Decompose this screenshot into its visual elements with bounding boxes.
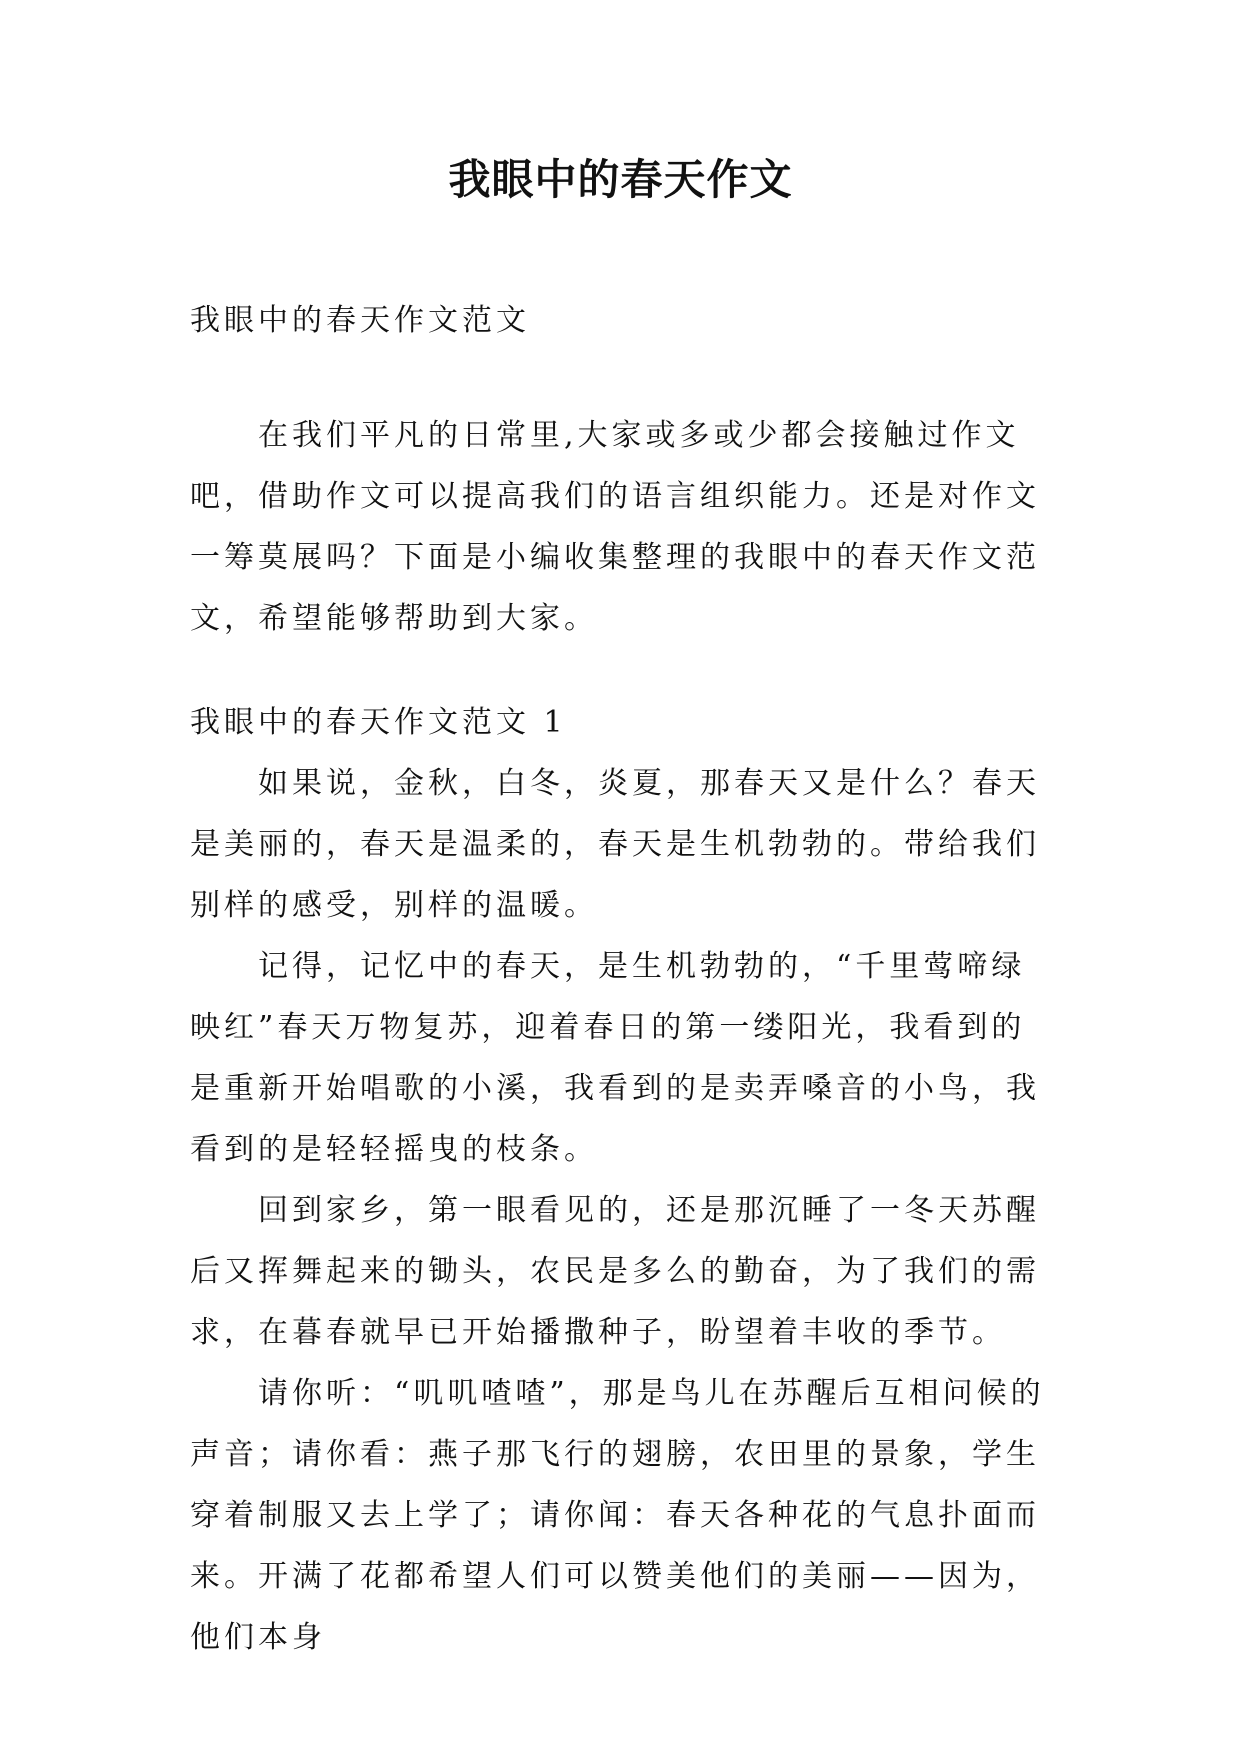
essay-paragraph-3: 回到家乡，第一眼看见的，还是那沉睡了一冬天苏醒后又挥舞起来的锄头，农民是多么的勤奋，为了我们的需求，在暮春就早已开始播撒种子，盼望着丰收的季节。 xyxy=(190,1193,1040,1350)
document-title: 我眼中的春天作文 xyxy=(448,155,793,204)
essay-paragraph-2: 记得，记忆中的春天，是生机勃勃的，“千里莺啼绿映红”春天万物复苏，迎着春日的第一缕阳光，我看到的是重新开始唱歌的小溪，我看到的是卖弄嗓音的小鸟，我看到的是轻轻摇曳的枝条。 xyxy=(190,949,1040,1167)
essay-paragraph-1: 如果说，金秋，白冬，炎夏，那春天又是什么？春天是美丽的，春天是温柔的，春天是生机勃勃的。带给我们别样的感受，别样的温暖。 xyxy=(190,766,1040,923)
essay-section xyxy=(190,692,1058,1668)
essay-heading: 我眼中的春天作文范文 1 xyxy=(190,705,567,740)
intro-paragraph: 在我们平凡的日常里,大家或多或少都会接触过作文吧，借助作文可以提高我们的语言组织能力。还是对作文一筹莫展吗？下面是小编收集整理的我眼中的春天作文范文，希望能够帮助到大家。 xyxy=(190,418,1040,636)
intro-section xyxy=(190,405,1058,649)
document-subtitle: 我眼中的春天作文范文 xyxy=(190,303,530,338)
essay-paragraph-4: 请你听：“叽叽喳喳”，那是鸟儿在苏醒后互相问候的声音；请你看：燕子那飞行的翅膀，农田里的景象，学生穿着制服又去上学了；请你闻：春天各种花的气息扑面而来。开满了花都希望人们可以赞美他们的美丽——因为，他们本身 xyxy=(190,1376,1045,1655)
